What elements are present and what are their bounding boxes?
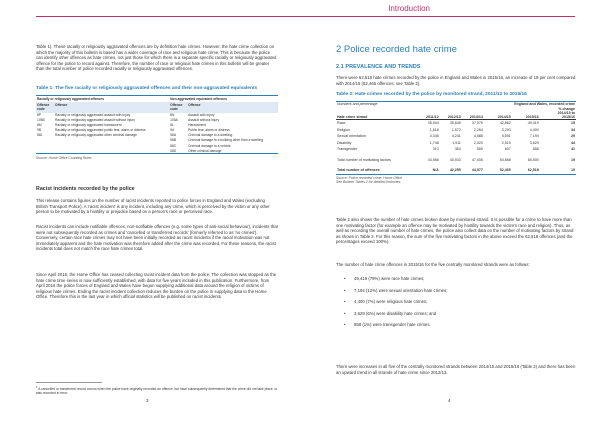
table2-cell: 49,419 xyxy=(527,121,539,126)
table2-cell: 62,518 xyxy=(512,167,540,174)
footnote-text: A cancelled or transferred record occurs when the police have originally recorded an offence, but have subsequently determined that the crime did not take place, or was recorded in error. xyxy=(36,387,278,396)
table2-block xyxy=(336,92,576,184)
table2-cell: 4,345 xyxy=(429,134,439,139)
table1-cell xyxy=(36,148,54,154)
page-number-left: 3 xyxy=(146,398,149,403)
table2-cell: 44 xyxy=(571,140,575,145)
table1-col-offence: Offence xyxy=(54,102,163,113)
table2-cell: 43,968 xyxy=(427,157,439,162)
table2-source: Source: Police recorded crime, Home Office xyxy=(336,175,403,180)
table2-cell: 1,911 xyxy=(452,140,461,145)
table2-units: Numbers and percentage xyxy=(336,101,484,107)
table2-cell: Sexual orientation xyxy=(337,134,366,139)
strand-intro: The number of hate crime offences in 2015/16 for the five centrally monitored strands were as follows: xyxy=(336,262,530,267)
intro-paragraph: Table 1). These racially or religiously aggravated offences are by definition hate crimes. However, the hate crime collection on which the majority of this bulletin is based has a wider coverage of race and religious hate crime. This is because the police can identify other offences as hate crimes, not just those for which there is a separate specific racially or religiously aggravated offence for the police to record against. Therefore, the number of race or religious hate crimes in this bulletin will be greater than the total number of police recorded racially or religiously aggravated offences. xyxy=(36,44,277,72)
table2-cell: 52,465 xyxy=(484,167,512,174)
table1-cell: 58B xyxy=(170,138,177,143)
table2-header-strand: Hate crime strand xyxy=(336,115,418,120)
table1-cell: Criminal damage to a dwelling xyxy=(188,133,233,138)
list-item: • 4,400 (7%) were religious hate crimes; xyxy=(344,299,584,305)
table2 xyxy=(336,101,576,175)
table2-cell: Religion xyxy=(337,127,350,132)
table2-cell: 47,006 xyxy=(471,157,483,162)
table1-cell: 9A xyxy=(170,128,175,133)
running-header xyxy=(0,0,600,30)
table2-cell: Disability xyxy=(337,140,352,145)
racist-incidents-para-2: Racist incidents can include notifiable offences, non-notifiable offences (e.g. some types of anti-social behaviour), incidents that were not subsequently recorded as crimes and 'cancelled or transferred records' (formerly referred to as 'no crimes'). Conversely, certain race hate crimes may not have been initially recorded as racist incidents if the racial motivation was not immediately apparent and the hate motivation was therefore added after the crime was recorded. For these reasons, the racist incidents total does not match the race hate crimes total. xyxy=(36,224,278,252)
table2-cell: Transgender xyxy=(337,147,358,152)
table2-cell: 35,944 xyxy=(427,121,439,126)
table1-cell: 58D xyxy=(169,148,187,154)
table1-right-group: Non-aggravated equivalent offences xyxy=(169,95,278,102)
table1-cell: 8P xyxy=(37,113,42,118)
table2-cell: 43,933 xyxy=(449,157,461,162)
table2-cell: 313 xyxy=(432,147,439,152)
footnote xyxy=(36,386,278,396)
table1-col-eq-code: Offence code xyxy=(169,102,187,113)
table2-cell: 42,255 xyxy=(440,167,462,174)
table1-cell: 58C xyxy=(170,143,177,148)
table2-region: England and Wales, recorded crime xyxy=(484,101,576,107)
table2-body xyxy=(336,120,576,153)
table1-source: Source: Home Office Counting Rules xyxy=(36,156,92,161)
table1-cell: 105B xyxy=(37,118,45,123)
table2-cell: 364 xyxy=(454,147,461,152)
table2-caption: Table 2: Hate crimes recorded by the police by monitored strand, 2011/12 to 2015/16 xyxy=(336,92,527,97)
list-item: • 858 (1%) were transgender hate crimes. xyxy=(344,322,584,328)
table2-cell: 4,400 xyxy=(529,127,539,132)
table1-col-code: Offence code xyxy=(36,102,54,113)
table2-cell: Total number of offences xyxy=(336,167,418,174)
table2-cell: 65,500 xyxy=(527,157,539,162)
table1-cell: Racially or religiously aggravated harassment xyxy=(55,123,122,128)
table1-cell: Assault without injury xyxy=(188,118,220,123)
table2-cell: 5,591 xyxy=(501,134,511,139)
table2-cell: N/A xyxy=(418,167,440,174)
table2-change-label: % change xyxy=(558,106,575,111)
list-item: • 49,419 (79%) were race hate crimes; xyxy=(344,276,584,282)
left-page xyxy=(0,30,300,424)
table1-cell: 8N xyxy=(170,113,175,118)
table2-row xyxy=(336,120,576,127)
table1-cell: Criminal damage to a building other than a dwelling xyxy=(188,138,264,143)
table1-cell: 105A xyxy=(170,118,178,123)
table2-year-change: 2015/16 xyxy=(540,115,576,120)
table2-cell: 4,241 xyxy=(451,134,461,139)
table2-cell: 1,748 xyxy=(429,140,439,145)
table1-caption: Table 1: The five racially or religiously aggravated offences and their non-aggravated equivalents xyxy=(36,86,258,91)
table2-cell: 1,572 xyxy=(451,127,461,132)
table1-cell: Other criminal damage xyxy=(187,148,278,154)
table2-cell: 15 xyxy=(571,121,575,126)
table2-cell: 858 xyxy=(532,147,539,152)
table1-body xyxy=(36,113,278,154)
table2-cell: 2,515 xyxy=(501,140,511,145)
table1-cell: 58A xyxy=(170,133,177,138)
table1-cell: Racially or religiously aggravated public fear, alarm or distress xyxy=(55,128,146,133)
table1-row xyxy=(36,148,278,154)
table2-cell: 37,575 xyxy=(471,121,483,126)
strand-bullet-list xyxy=(344,276,584,334)
table2-cell: 42,862 xyxy=(499,121,511,126)
page-number-right: 4 xyxy=(448,398,451,403)
racist-incidents-para-1: This release contains figures on the number of racist incidents reported to police forces in England and Wales (excluding British Transport Police). A 'racist incident' is any incident, including any crime, which is perceived by the victim or any other person to be motivated by a hostility or prejudice based on a person's race or perceived race. xyxy=(36,198,270,215)
table2-cell: Total number of motivating factors xyxy=(337,157,391,162)
table2-note: See Bulletin Tables 2 for detailed footnotes. xyxy=(336,179,402,184)
table1 xyxy=(36,95,278,155)
table2-cell: 4,588 xyxy=(473,134,483,139)
table2-cell: 35,845 xyxy=(449,121,461,126)
table2-cell: 7,194 xyxy=(529,134,539,139)
chapter-title: 2 Police recorded hate crime xyxy=(336,44,457,55)
table1-block xyxy=(36,86,278,160)
table1-cell: Public fear, alarm or distress xyxy=(188,128,230,133)
table1-cell: Harassment xyxy=(188,123,206,128)
list-item: • 7,194 (12%) were sexual orientation hate crimes; xyxy=(344,288,584,294)
table2-cell: 34 xyxy=(571,127,575,132)
table2-cell: 3,629 xyxy=(529,140,539,145)
racist-incidents-subheading: Racist incidents recorded by the police xyxy=(36,186,135,192)
table2-cell: 2,020 xyxy=(473,140,483,145)
table1-cell: Racially or religiously aggravated assault with injury xyxy=(55,113,131,118)
table2-year-2: 2012/13 xyxy=(440,115,462,120)
table2-cell: 54,868 xyxy=(499,157,511,162)
table2-cell: Race xyxy=(337,121,346,126)
table2-cell: 2,264 xyxy=(473,127,483,132)
table2-year-4: 2014/15 xyxy=(484,115,512,120)
table2-year-3: 2013/14 xyxy=(462,115,484,120)
table2-cell: 41 xyxy=(571,147,575,152)
section-label: Introduction xyxy=(388,4,430,13)
prevalence-para-1: There were 62,518 hate crimes recorded by the police in England and Wales in 2015/16, an increase of 19 per cent compared with 2014/15 (52,465 offences; see Table 2). xyxy=(336,75,576,86)
table2-cell: 19 xyxy=(540,167,576,174)
table1-col-eq-offence: Offence xyxy=(187,102,278,113)
footnote-marker: 1 xyxy=(36,386,38,389)
table2-cell: 19 xyxy=(571,157,575,162)
table2-year-1: 2011/12 xyxy=(418,115,440,120)
header-rule xyxy=(36,16,575,17)
footnote-rule xyxy=(36,382,102,383)
table1-cell: 58J xyxy=(37,133,43,138)
racist-incidents-para-3: Since April 2016, the Home Office has ceased collecting racist incident data from the police. The collection was stopped as the hate crime time series is now sufficiently established, with data for five years included in this publication. Furthermore, from April 2016 the police forces of England and Wales have begun supplying additional data around the religion of victims of religious hate crimes. Ending the racist incident collection reduces the burden on the police in supplying data to the Home Office. Therefore this is the last year in which official statistics will be published on racist incidents. xyxy=(36,272,277,300)
table1-cell: Racially or religiously aggravated assault without injury xyxy=(55,118,135,123)
table2-cell: 44,577 xyxy=(462,167,484,174)
table1-cell: Criminal damage to a vehicle xyxy=(188,143,231,148)
table1-cell: Racially or religiously aggravated other criminal damage xyxy=(55,133,137,138)
table2-cell: 1,618 xyxy=(429,127,439,132)
table1-cell: Assault with injury xyxy=(188,113,215,118)
table2-row-total-offences xyxy=(336,167,576,174)
list-item: • 3,629 (6%) were disability hate crimes; and xyxy=(344,311,584,317)
table2-cell: 607 xyxy=(504,147,511,152)
table1-cell: 8M xyxy=(37,123,42,128)
table1-cell xyxy=(54,148,163,154)
table1-cell: 8L xyxy=(170,123,174,128)
table2-explanation: Table 2 also shows the number of hate crimes broken down by monitored strand. It is possible for a crime to have more than one motivating factor (for example an offence may be motivated by hostility towards the victim's race and religion). Thus, as well as recording the overall number of hate crimes, the police also collect data on the number of motivating factors by strand as shown in Table 2. For this reason, the sum of the five motivating factors in the above exceed the 62,518 offences (and the percentages exceed 100%). xyxy=(336,217,574,245)
right-page xyxy=(300,30,600,424)
table2-cell: 29 xyxy=(571,134,575,139)
table2-cell: 559 xyxy=(476,147,483,152)
table2-cell: 3,293 xyxy=(501,127,511,132)
table1-cell: 9B xyxy=(37,128,42,133)
table2-change-period: 2014/15 to xyxy=(557,110,575,115)
table2-year-5: 2015/16 xyxy=(512,115,540,120)
trend-paragraph: There were increases in all five of the centrally monitored strands between 2014/15 and 2015/16 (Table 2) and there has been an upward trend in all strands of hate crime since 2012/13. xyxy=(336,364,576,375)
table1-left-group: Racially or religiously aggravated offences xyxy=(36,95,163,102)
section-title: 2.1 PREVALENCE AND TRENDS xyxy=(336,64,421,70)
